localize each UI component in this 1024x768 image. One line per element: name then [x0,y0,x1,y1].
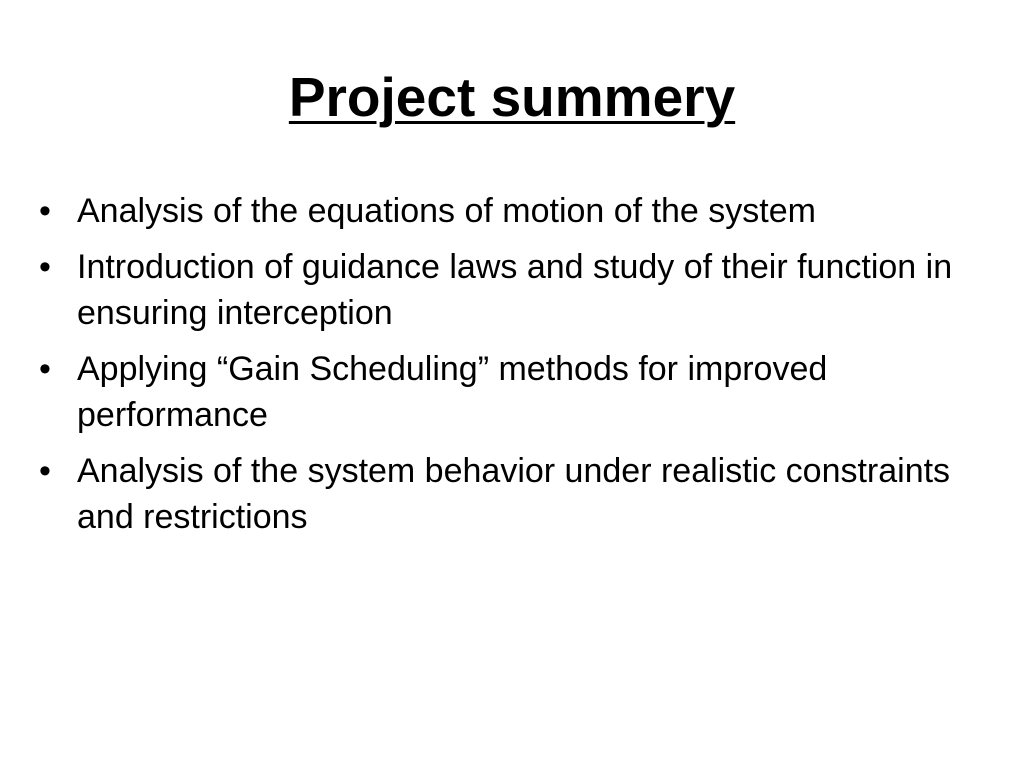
bullet-item [39,448,989,540]
bullet-marker: • [39,452,51,490]
bullet-marker: • [39,192,51,230]
bullet-marker: • [39,350,51,388]
bullet-item [39,188,989,234]
bullet-text: Introduction of guidance laws and study of their function in ensuring interception [77,248,953,332]
bullet-item [39,346,989,438]
bullet-item [39,244,989,336]
bullet-text: Applying “Gain Scheduling” methods for improved performance [77,350,828,434]
bullet-text: Analysis of the equations of motion of the system [77,192,816,230]
bullet-marker: • [39,248,51,286]
slide-title: Project summery [288,66,736,128]
bullet-text: Analysis of the system behavior under realistic constraints and restrictions [77,452,951,536]
bullet-list [39,188,989,550]
